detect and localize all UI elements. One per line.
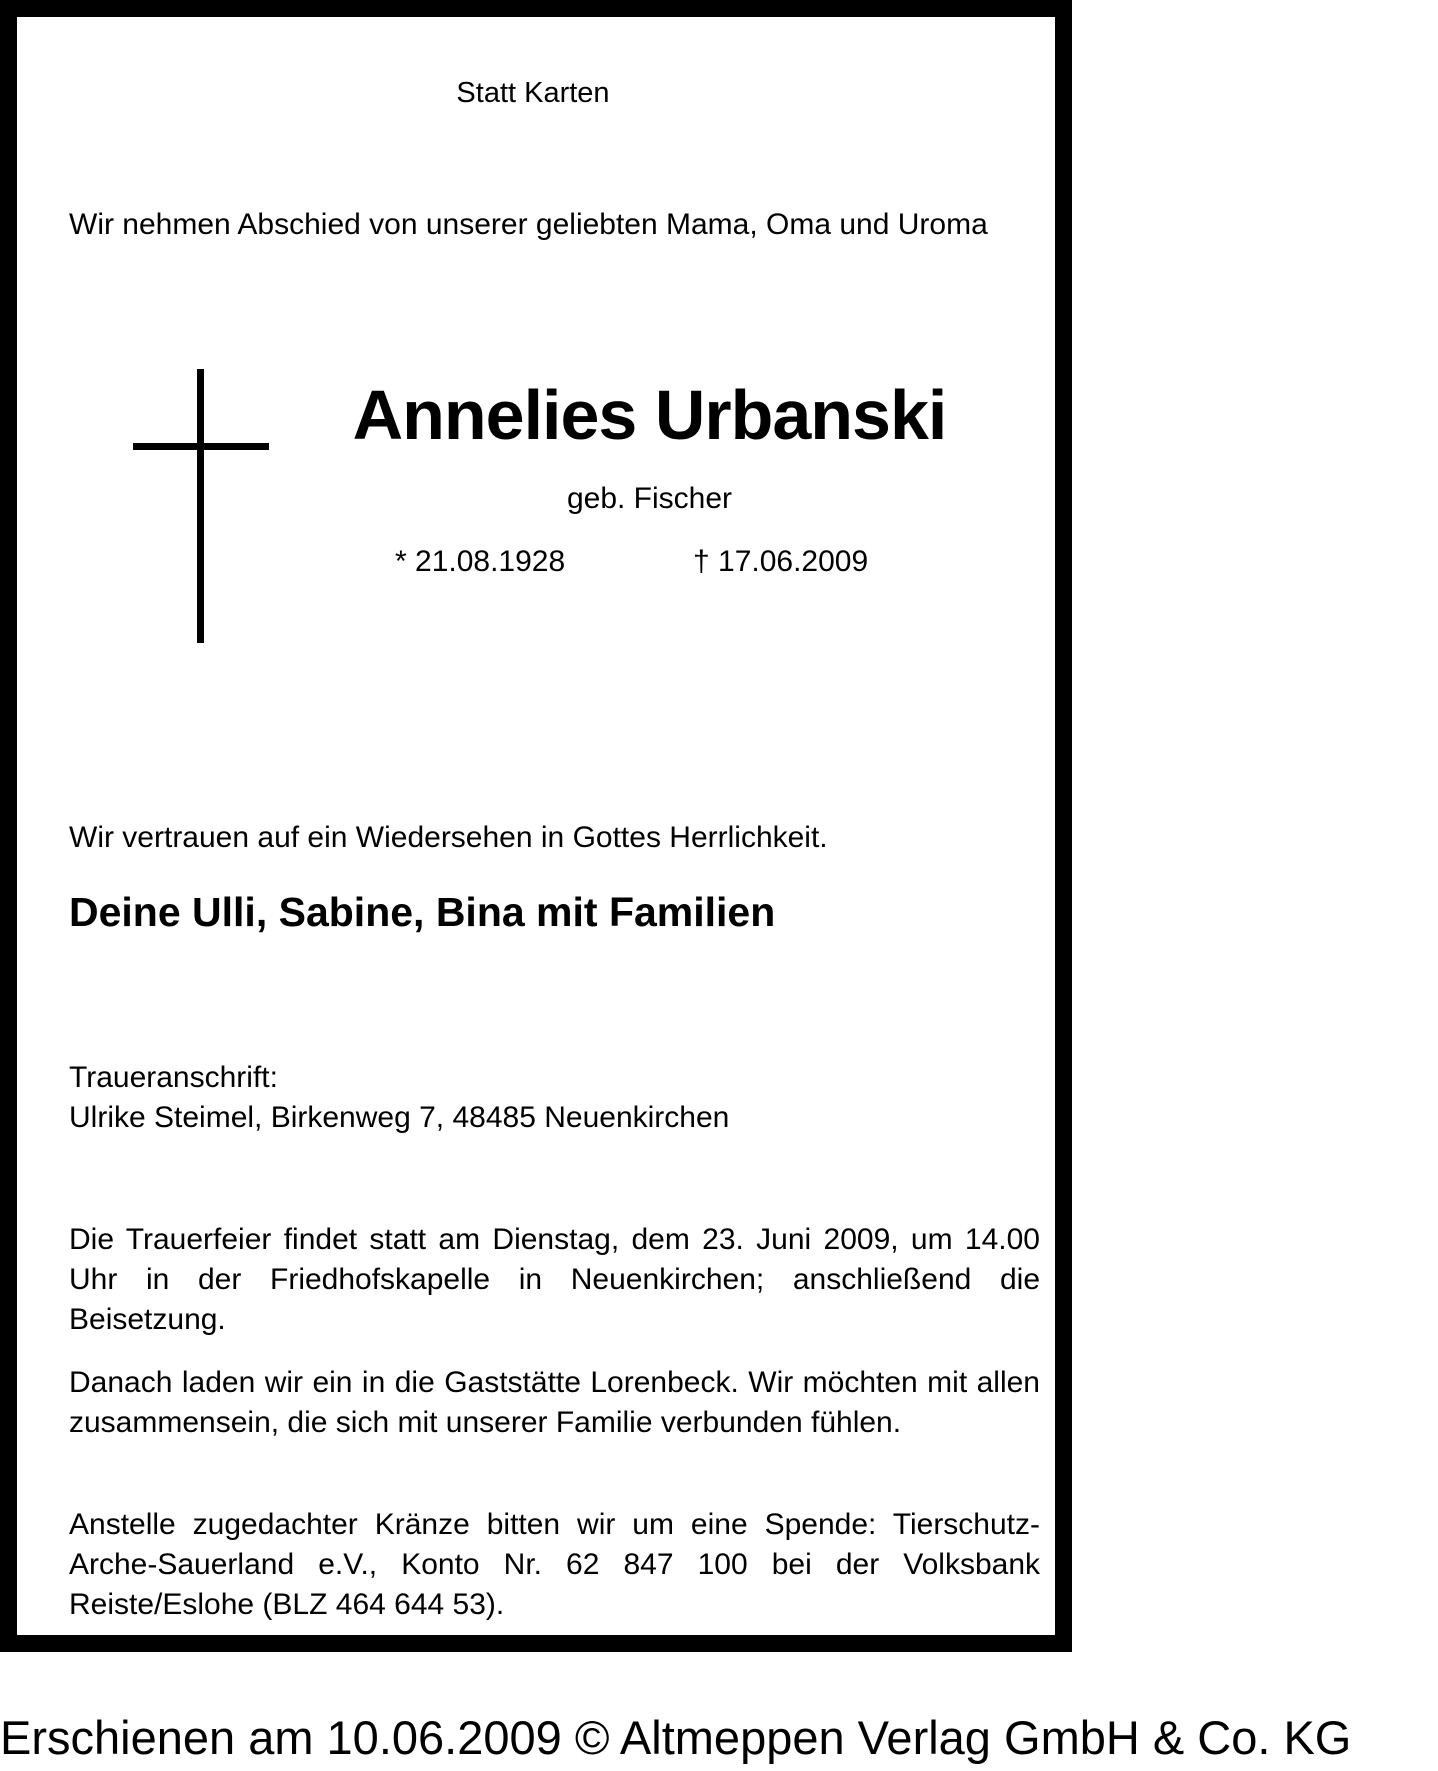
address-label: Traueranschrift: — [69, 1061, 278, 1094]
mourning-address: Ulrike Steimel, Birkenweg 7, 48485 Neuenkirchen — [69, 1101, 730, 1134]
cross-vertical-bar — [197, 369, 204, 643]
death-date: † 17.06.2009 — [693, 545, 869, 578]
intro-text: Wir nehmen Abschied von unserer geliebten Mama, Oma und Uroma — [69, 208, 988, 241]
service-details: Die Trauerfeier findet statt am Dienstag, dem 23. Juni 2009, um 14.00 Uhr in der Friedhofskapelle in Neuenkirchen; anschließend die Beisetzung. — [69, 1223, 1040, 1336]
maiden-name: geb. Fischer — [566, 482, 733, 515]
publication-footer: Erschienen am 10.06.2009 © Altmeppen Verlag GmbH & Co. KG — [0, 1711, 1352, 1764]
cross-horizontal-bar — [133, 443, 269, 450]
faith-line: Wir vertrauen auf ein Wiedersehen in Gottes Herrlichkeit. — [69, 821, 828, 854]
signatories: Deine Ulli, Sabine, Bina mit Familien — [69, 889, 776, 935]
donation-details: Anstelle zugedachter Kränze bitten wir um eine Spende: Tierschutz-Arche-Sauerland e.V., Konto Nr. 62 847 100 bei der Volksbank Reiste/Eslohe (BLZ 464 644 53). — [69, 1508, 1040, 1621]
deceased-name: Annelies Urbanski — [352, 376, 947, 454]
notice-header: Statt Karten — [456, 77, 610, 109]
reception-details: Danach laden wir ein in die Gaststätte Lorenbeck. Wir möchten mit allen zusammensein, die sich mit unserer Familie verbunden fühlen. — [69, 1366, 1040, 1439]
birth-date: * 21.08.1928 — [395, 545, 566, 578]
